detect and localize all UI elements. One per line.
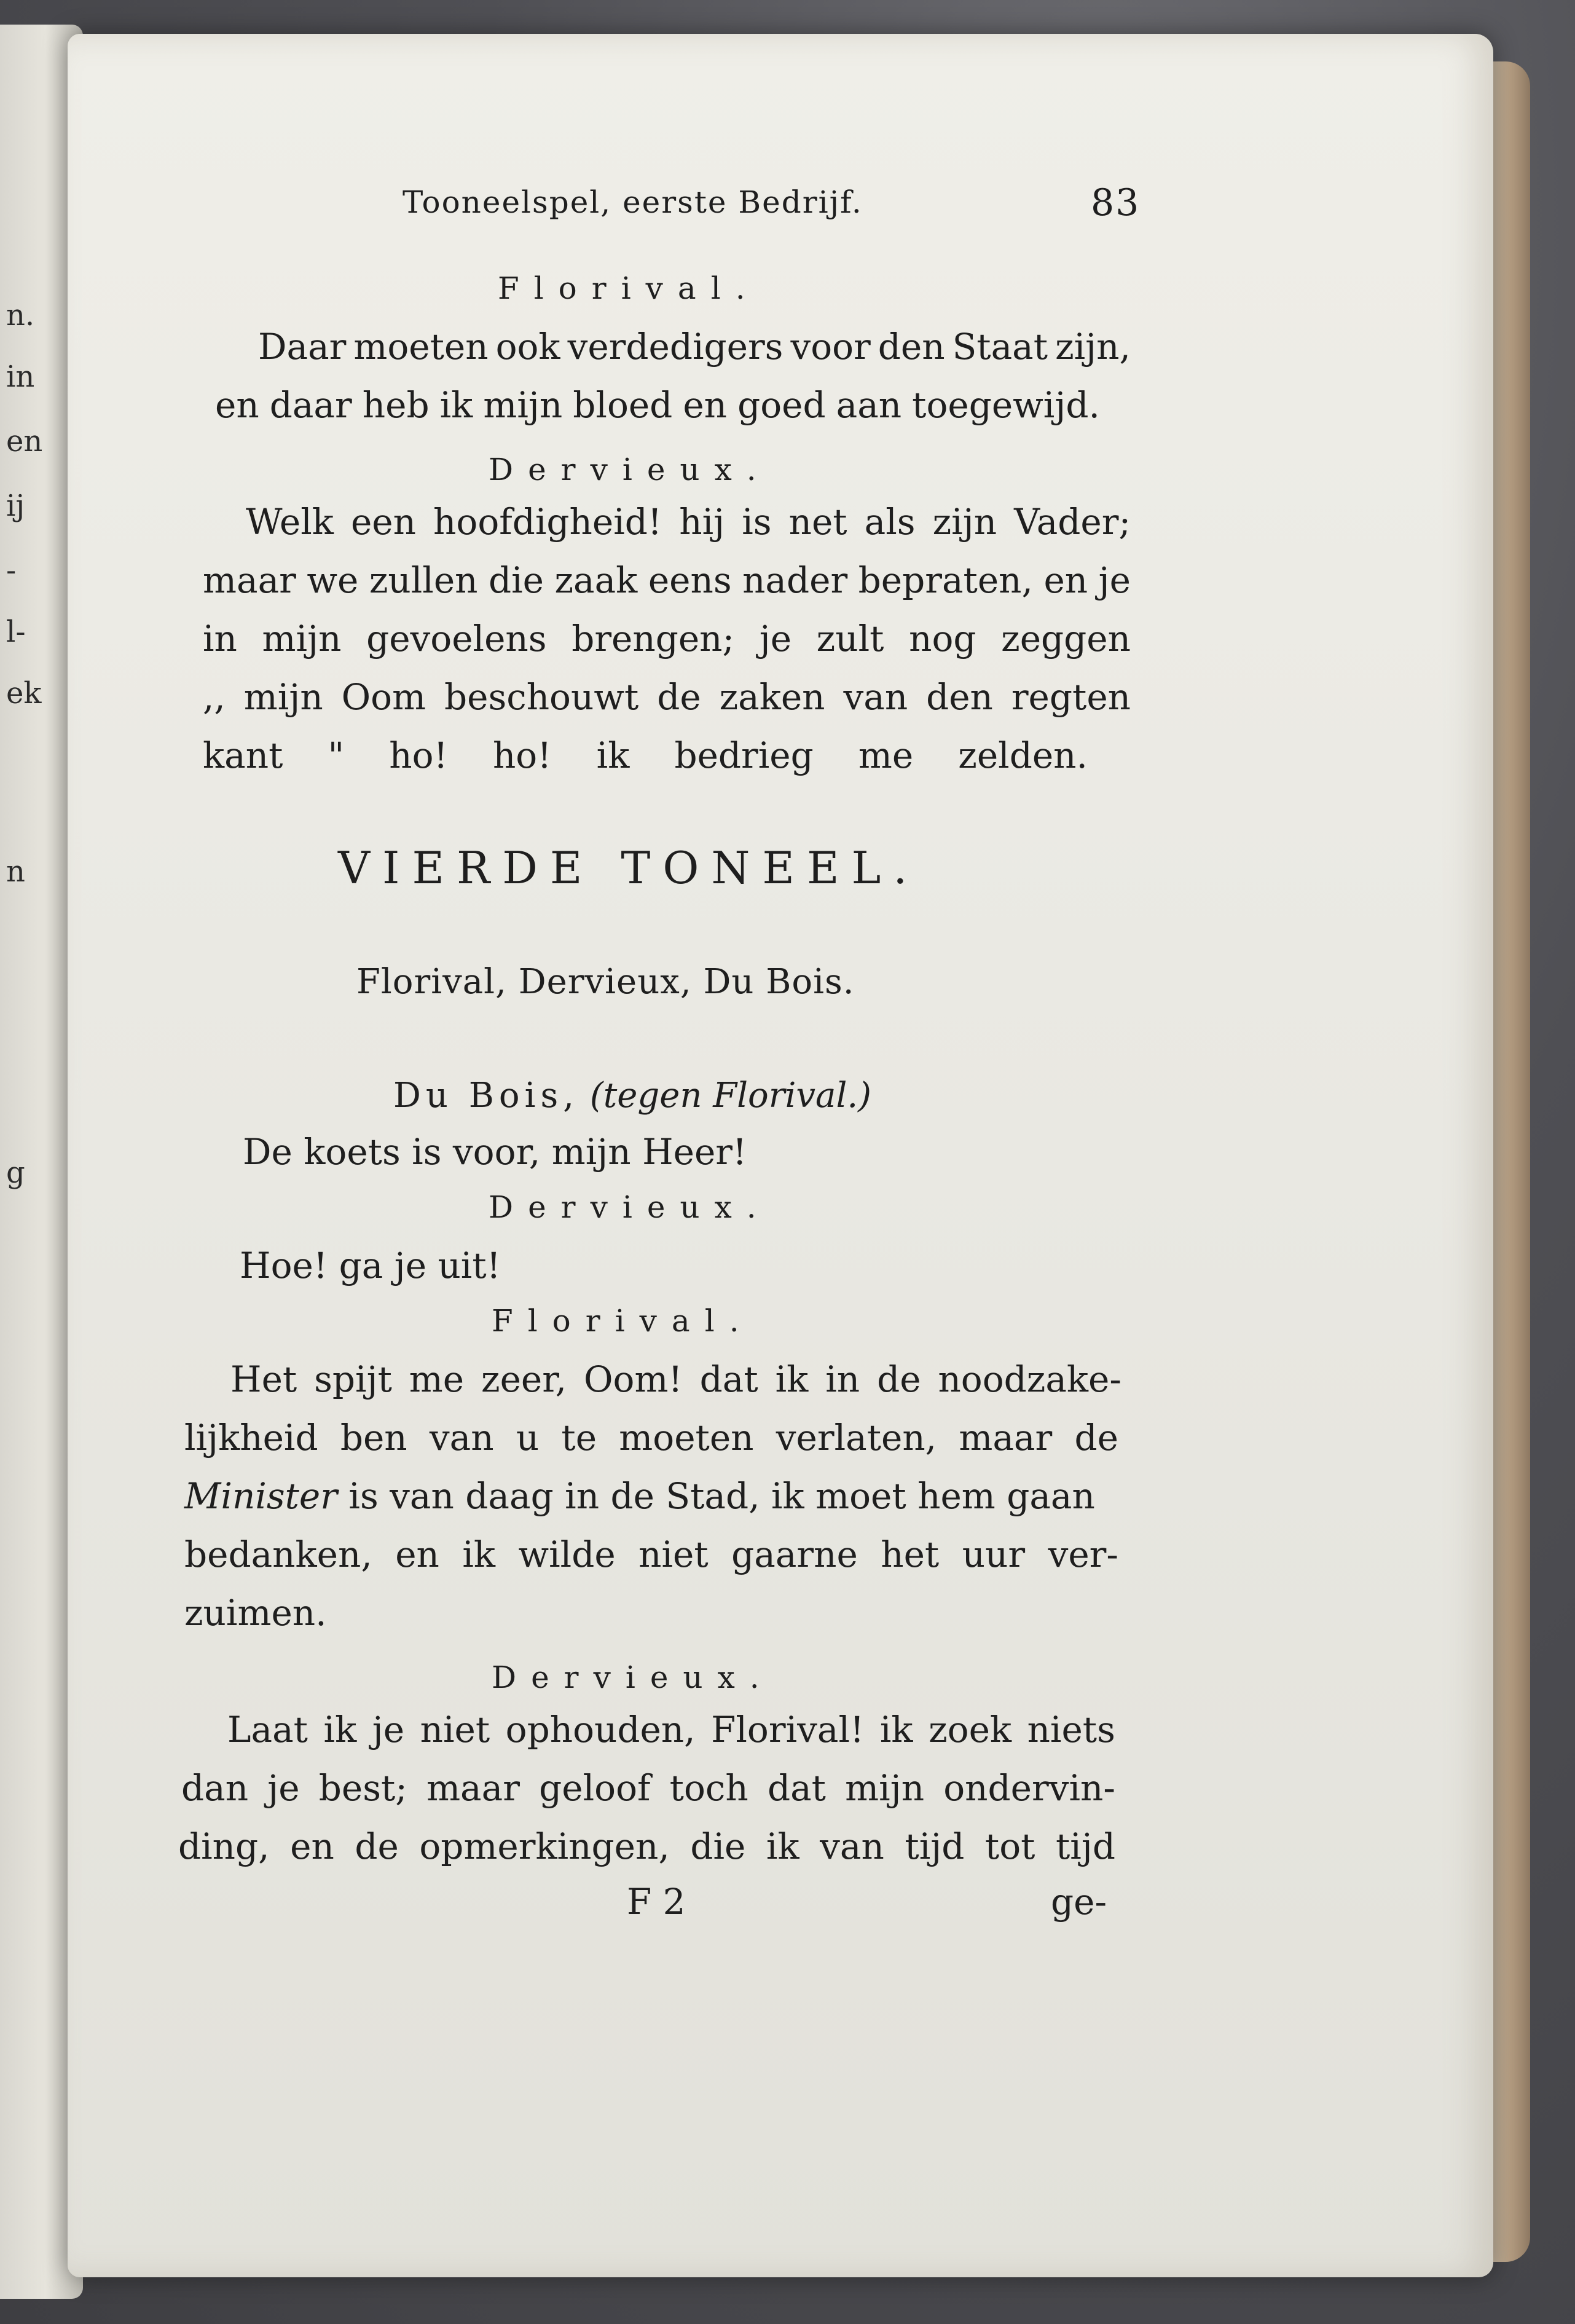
word: den: [926, 676, 993, 718]
word: ho!: [389, 735, 448, 776]
speaker-dervieux: Dervieux.: [489, 452, 771, 487]
word: van: [820, 1826, 884, 1867]
speaker-dervieux: Dervieux.: [489, 1189, 771, 1225]
word: kant: [203, 735, 283, 776]
word: ik: [596, 735, 630, 776]
word: een: [350, 501, 416, 543]
word: die: [488, 559, 544, 601]
stage-direction: (tegen Florival.): [589, 1076, 871, 1116]
word: bedrieg: [674, 735, 814, 776]
text-line: [181, 1767, 1115, 1809]
word: hoofdigheid!: [433, 501, 662, 543]
word: bedanken,: [184, 1534, 372, 1575]
left-fragment: in: [6, 360, 35, 394]
word: geloof: [539, 1767, 651, 1809]
word: beschouwt: [444, 676, 639, 718]
word: en: [215, 384, 259, 426]
word: mijn: [483, 384, 563, 426]
text-line: [203, 618, 1131, 660]
word: Daar: [258, 326, 347, 368]
word: toch: [669, 1767, 748, 1809]
word: gevoelens: [366, 618, 547, 660]
left-fragment: ek: [6, 676, 42, 711]
word: zelden.: [958, 735, 1088, 776]
word: de: [1074, 1417, 1118, 1459]
text-line: Hoe! ga je uit!: [240, 1245, 501, 1286]
text-line: [215, 384, 1100, 426]
word: je: [372, 1709, 405, 1751]
word: uur: [962, 1534, 1026, 1575]
word: niet: [638, 1534, 709, 1575]
left-fragment: g: [6, 1156, 25, 1190]
left-fragment: en: [6, 424, 43, 459]
word: ondervin-: [943, 1767, 1115, 1809]
word: ver-: [1048, 1534, 1118, 1575]
word: je: [267, 1767, 300, 1809]
italic-word: Minister: [184, 1475, 337, 1517]
word: moeten: [619, 1417, 754, 1459]
word: voor: [790, 326, 871, 368]
text-line: zuimen.: [184, 1592, 327, 1634]
word: te: [561, 1417, 597, 1459]
word: verlaten,: [776, 1417, 937, 1459]
word: hij: [679, 501, 725, 543]
word: ho!: [492, 735, 552, 776]
word: zijn,: [1055, 326, 1131, 368]
left-fragment: ij: [6, 489, 25, 523]
text-line: [203, 735, 1088, 776]
text-line: [227, 1709, 1115, 1751]
word: zullen: [369, 559, 478, 601]
word: in: [825, 1358, 860, 1400]
page-number: 83: [1091, 181, 1141, 224]
word: u: [516, 1417, 540, 1459]
word: verdedigers: [567, 326, 784, 368]
speaker-florival: Florival.: [492, 1303, 754, 1339]
word: de: [877, 1358, 921, 1400]
word: Het: [230, 1358, 297, 1400]
word: ding,: [178, 1826, 270, 1867]
word: me: [409, 1358, 465, 1400]
word: en: [683, 384, 728, 426]
word: de: [657, 676, 701, 718]
word: nader: [742, 559, 848, 601]
left-fragment: -: [6, 553, 17, 588]
word: toegewijd.: [912, 384, 1100, 426]
word: mijn: [262, 618, 342, 660]
word: zoek: [929, 1709, 1012, 1751]
text-line: [184, 1417, 1118, 1459]
text-line: [258, 326, 1131, 368]
word: Welk: [246, 501, 334, 543]
word: als: [864, 501, 916, 543]
word: ook: [495, 326, 560, 368]
text-line: [230, 1358, 1121, 1400]
word: Oom!: [583, 1358, 683, 1400]
text-line: [203, 676, 1131, 718]
word: dan: [181, 1767, 249, 1809]
left-fragment: n: [6, 854, 25, 889]
speaker-dervieux: Dervieux.: [492, 1660, 774, 1695]
word: eens: [648, 559, 732, 601]
word: Vader;: [1014, 501, 1131, 543]
word: mijn: [845, 1767, 925, 1809]
word: je: [759, 618, 792, 660]
text-line: [246, 501, 1131, 543]
word: de: [355, 1826, 399, 1867]
word: nog: [909, 618, 976, 660]
word: brengen;: [571, 618, 735, 660]
word: en: [1043, 559, 1088, 601]
word: Oom: [341, 676, 426, 718]
word: tijd: [1056, 1826, 1115, 1867]
word: heb: [362, 384, 430, 426]
word: net: [788, 501, 847, 543]
scene-persons: Florival, Dervieux, Du Bois.: [356, 962, 855, 1002]
word: ik: [439, 384, 473, 426]
word: bloed: [573, 384, 673, 426]
word: opmerkingen,: [419, 1826, 670, 1867]
word: Laat: [227, 1709, 308, 1751]
word: bepraten,: [858, 559, 1033, 601]
word: ,,: [203, 676, 226, 718]
word: is: [742, 501, 772, 543]
word: zaken: [719, 676, 825, 718]
word: zeggen: [1001, 618, 1131, 660]
speaker-du-bois: [393, 1076, 871, 1116]
word: wilde: [518, 1534, 616, 1575]
catchword: ge-: [1051, 1881, 1107, 1923]
word: ophouden,: [505, 1709, 696, 1751]
word: Staat: [952, 326, 1048, 368]
text-line: [184, 1534, 1118, 1575]
word: tot: [984, 1826, 1035, 1867]
word: den: [878, 326, 945, 368]
word: we: [307, 559, 359, 601]
word: zijn: [932, 501, 997, 543]
word: zult: [816, 618, 884, 660]
word: van: [429, 1417, 494, 1459]
word: goed: [737, 384, 826, 426]
word: het: [881, 1534, 940, 1575]
word: niet: [420, 1709, 490, 1751]
word: zeer,: [481, 1358, 567, 1400]
word: maar: [959, 1417, 1053, 1459]
speaker-name: Du Bois,: [393, 1076, 579, 1116]
word: in: [203, 618, 237, 660]
word: ik: [462, 1534, 496, 1575]
word: aan: [836, 384, 902, 426]
word: maar: [426, 1767, 520, 1809]
running-title: Tooneelspel, eerste Bedrijf.: [403, 184, 863, 220]
speaker-florival: Florival.: [498, 270, 760, 306]
word: ik: [766, 1826, 799, 1867]
text-line: [203, 559, 1131, 601]
word: maar: [203, 559, 296, 601]
scene-title: VIERDE TONEEL.: [338, 842, 920, 894]
word: best;: [318, 1767, 407, 1809]
word: je: [1098, 559, 1131, 601]
word: mijn: [243, 676, 323, 718]
word: zaak: [554, 559, 638, 601]
word: ": [328, 735, 345, 776]
word: dat: [767, 1767, 826, 1809]
text-line: [178, 1826, 1115, 1867]
word: regten: [1011, 676, 1131, 718]
word: spijt: [314, 1358, 392, 1400]
word: ik: [323, 1709, 357, 1751]
word: dat: [699, 1358, 758, 1400]
word: lijkheid: [184, 1417, 318, 1459]
left-fragment: n.: [6, 298, 35, 333]
word: tijd: [905, 1826, 965, 1867]
word: en: [395, 1534, 439, 1575]
word: Florival!: [711, 1709, 865, 1751]
word: me: [858, 735, 914, 776]
text-line: Minister is van daag in de Stad, ik moet hem gaan: [184, 1475, 1095, 1517]
word: die: [690, 1826, 746, 1867]
word: gaarne: [731, 1534, 858, 1575]
word: ben: [340, 1417, 407, 1459]
text-line: De koets is voor, mijn Heer!: [243, 1131, 747, 1173]
signature-mark: F 2: [627, 1881, 686, 1923]
word: niets: [1027, 1709, 1115, 1751]
left-fragment: l-: [6, 615, 26, 649]
word: daar: [269, 384, 352, 426]
word: noodzake-: [938, 1358, 1121, 1400]
word: van: [843, 676, 908, 718]
word: ik: [879, 1709, 913, 1751]
word: moeten: [353, 326, 489, 368]
word: en: [290, 1826, 334, 1867]
word: ik: [775, 1358, 809, 1400]
